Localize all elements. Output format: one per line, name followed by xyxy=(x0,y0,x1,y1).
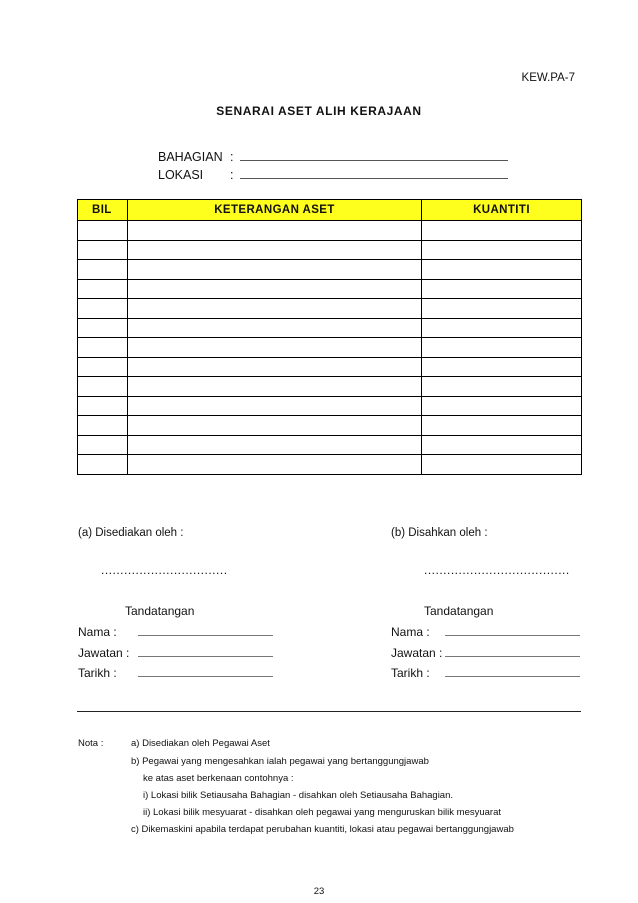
approved-jawatan-field xyxy=(391,646,580,660)
kuantiti-cell[interactable] xyxy=(422,240,582,260)
prepared-jawatan-field xyxy=(78,646,273,660)
table-row xyxy=(78,338,582,358)
form-code: KEW.PA-7 xyxy=(521,72,575,84)
prepared-jawatan-label: Jawatan : xyxy=(78,646,130,660)
prepared-signature-line[interactable]: ................................. xyxy=(101,563,228,577)
kuantiti-cell[interactable] xyxy=(422,416,582,436)
bahagian-colon: : xyxy=(230,150,234,164)
lokasi-field xyxy=(158,168,508,182)
kuantiti-cell[interactable] xyxy=(422,357,582,377)
prepared-tarikh-label: Tarikh : xyxy=(78,666,117,680)
asset-table-body xyxy=(78,221,582,475)
keterangan-cell[interactable] xyxy=(128,455,422,475)
kuantiti-cell[interactable] xyxy=(422,221,582,241)
keterangan-cell[interactable] xyxy=(128,377,422,397)
bahagian-input-line[interactable] xyxy=(240,150,508,161)
lokasi-input-line[interactable] xyxy=(240,168,508,179)
approved-nama-label: Nama : xyxy=(391,625,430,639)
note-line-b: b) Pegawai yang mengesahkan ialah pegawai yang bertanggungjawab xyxy=(131,756,429,767)
kuantiti-cell[interactable] xyxy=(422,377,582,397)
table-row xyxy=(78,299,582,319)
kuantiti-cell[interactable] xyxy=(422,435,582,455)
bil-cell[interactable] xyxy=(78,416,128,436)
kuantiti-cell[interactable] xyxy=(422,455,582,475)
keterangan-cell[interactable] xyxy=(128,221,422,241)
approved-tarikh-input-line[interactable] xyxy=(445,667,580,677)
kuantiti-cell[interactable] xyxy=(422,260,582,280)
table-row xyxy=(78,279,582,299)
lokasi-label: LOKASI xyxy=(158,168,204,182)
asset-table xyxy=(77,199,582,475)
bil-cell[interactable] xyxy=(78,240,128,260)
bil-cell[interactable] xyxy=(78,221,128,241)
keterangan-cell[interactable] xyxy=(128,279,422,299)
bil-cell[interactable] xyxy=(78,396,128,416)
keterangan-cell[interactable] xyxy=(128,338,422,358)
prepared-by-title: (a) Disediakan oleh : xyxy=(78,527,184,539)
keterangan-cell[interactable] xyxy=(128,299,422,319)
table-row xyxy=(78,240,582,260)
lokasi-colon: : xyxy=(230,168,234,182)
keterangan-cell[interactable] xyxy=(128,357,422,377)
document-title: SENARAI ASET ALIH KERAJAAN xyxy=(216,104,422,118)
prepared-tarikh-input-line[interactable] xyxy=(138,667,273,677)
notes-label: Nota : xyxy=(78,738,104,749)
table-header-row xyxy=(78,200,582,221)
keterangan-cell[interactable] xyxy=(128,240,422,260)
col-header-kuantiti: KUANTITI xyxy=(422,200,582,221)
bil-cell[interactable] xyxy=(78,435,128,455)
prepared-nama-label: Nama : xyxy=(78,625,117,639)
bahagian-label: BAHAGIAN xyxy=(158,150,223,164)
prepared-tarikh-field xyxy=(78,666,273,680)
kuantiti-cell[interactable] xyxy=(422,279,582,299)
notes-divider xyxy=(77,711,581,712)
approved-nama-field xyxy=(391,625,580,639)
bil-cell[interactable] xyxy=(78,357,128,377)
approved-nama-input-line[interactable] xyxy=(445,626,580,636)
col-header-bil: BIL xyxy=(78,200,128,221)
bil-cell[interactable] xyxy=(78,455,128,475)
table-row xyxy=(78,260,582,280)
approved-by-title: (b) Disahkan oleh : xyxy=(391,527,488,539)
keterangan-cell[interactable] xyxy=(128,318,422,338)
bil-cell[interactable] xyxy=(78,279,128,299)
bil-cell[interactable] xyxy=(78,338,128,358)
table-row xyxy=(78,357,582,377)
note-line-b-ii: ii) Lokasi bilik mesyuarat - disahkan oleh pegawai yang menguruskan bilik mesyuarat xyxy=(143,807,502,818)
approved-signature-caption: Tandatangan xyxy=(424,604,494,618)
note-line-b-i: i) Lokasi bilik Setiausaha Bahagian - disahkan oleh Setiausaha Bahagian. xyxy=(143,790,454,801)
kuantiti-cell[interactable] xyxy=(422,299,582,319)
bil-cell[interactable] xyxy=(78,377,128,397)
table-row xyxy=(78,416,582,436)
note-line-a: a) Disediakan oleh Pegawai Aset xyxy=(131,738,270,749)
table-row xyxy=(78,221,582,241)
approved-jawatan-input-line[interactable] xyxy=(445,647,580,657)
keterangan-cell[interactable] xyxy=(128,260,422,280)
note-line-b-cont: ke atas aset berkenaan contohnya : xyxy=(143,773,294,784)
prepared-jawatan-input-line[interactable] xyxy=(138,647,273,657)
kuantiti-cell[interactable] xyxy=(422,396,582,416)
prepared-signature-caption: Tandatangan xyxy=(125,604,195,618)
table-row xyxy=(78,435,582,455)
kuantiti-cell[interactable] xyxy=(422,338,582,358)
table-row xyxy=(78,455,582,475)
note-line-c: c) Dikemaskini apabila terdapat perubahan kuantiti, lokasi atau pegawai bertanggungjawab xyxy=(131,824,514,835)
col-header-keterangan: KETERANGAN ASET xyxy=(128,200,422,221)
page-number: 23 xyxy=(313,886,325,897)
keterangan-cell[interactable] xyxy=(128,396,422,416)
kuantiti-cell[interactable] xyxy=(422,318,582,338)
prepared-nama-input-line[interactable] xyxy=(138,626,273,636)
keterangan-cell[interactable] xyxy=(128,435,422,455)
bahagian-field xyxy=(158,150,508,164)
approved-tarikh-label: Tarikh : xyxy=(391,666,430,680)
approved-signature-line[interactable]: ...................................... xyxy=(424,563,570,577)
bil-cell[interactable] xyxy=(78,318,128,338)
approved-jawatan-label: Jawatan : xyxy=(391,646,443,660)
prepared-nama-field xyxy=(78,625,273,639)
approved-tarikh-field xyxy=(391,666,580,680)
table-row xyxy=(78,377,582,397)
table-row xyxy=(78,396,582,416)
table-row xyxy=(78,318,582,338)
keterangan-cell[interactable] xyxy=(128,416,422,436)
bil-cell[interactable] xyxy=(78,299,128,319)
bil-cell[interactable] xyxy=(78,260,128,280)
